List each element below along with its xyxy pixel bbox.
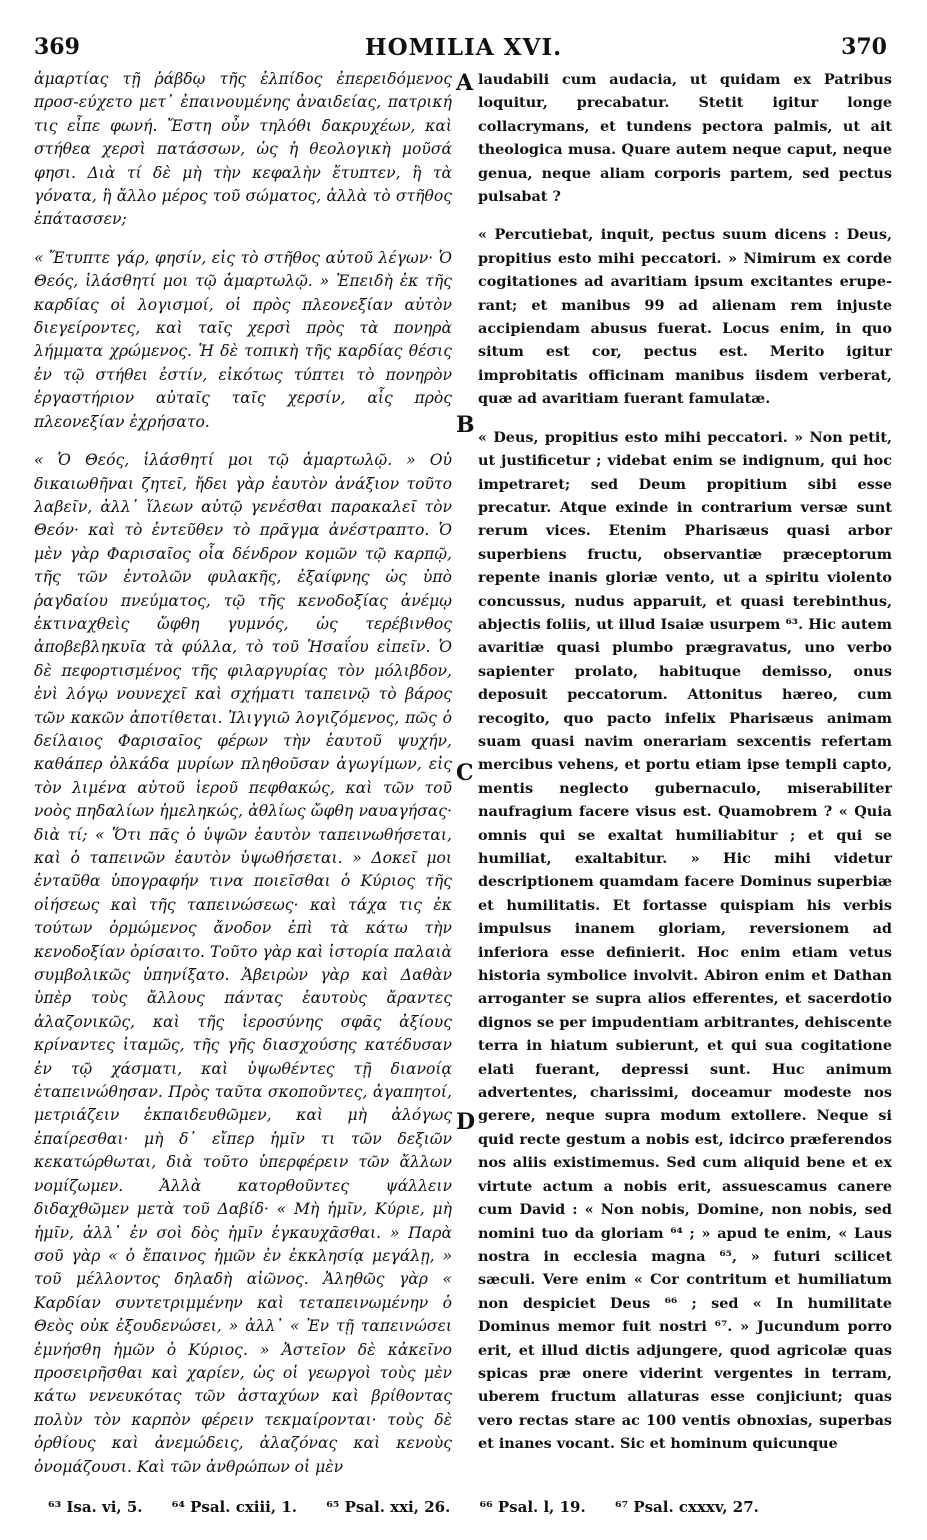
latin-paragraph-3: « Deus, propitius esto mihi peccatori. » Non petit, ut justificetur ; videbat enim se indignum, qui hoc impetraret; sed Deum propitium sibi esse precatur. Atque exinde in contrarium versæ sunt rerum vices. Etenim Pharisæus quasi arbor superbiens fructu, observantiæ præceptorum repente inanis gloriæ vento, ut a spiritu violento concussus, nudus apparuit, et quasi terebinthus, abjectis foliis, ut illud Isaiæ usurpem ⁶³. Hic autem avaritiæ quasi plumbo prægravatus, uno verbo sapienter prolato, habituque demisso, onus deposuit peccatorum. Attonitus hæreo, cum recogito, quo pacto infelix Pharisæus animam suam quasi navim onerariam sexcentis refertam mercibus vehens, et portu etiam ipse templi capto, mentis neglecto gubernaculo, miserabiliter naufragium facere visus est. Quamobrem ? « Quia omnis qui se exaltat humiliabitur ; et qui se humiliat, exaltabitur. » Hic mihi videtur descriptionem quamdam facere Dominus superbiæ et humilitatis. Et fortasse quispiam his verbis impulsus inanem gloriam, reversionem ad inferiora esse definierit. Hoc enim etiam vetus historia symbolice involvit. Abiron enim et Dathan arroganter se supra alios efferentes, et sacerdotio dignos se per impudentiam arbitrantes, dehiscente terra in hiatum subierunt, et qui sua cogitatione elati fuerant, depressi sunt. Huc animum advertentes, charissimi, doceamur modeste nos gerere, neque supra modum extollere. Neque si quid recte gestum a nobis est, idcirco præferendos nos aliis existimemus. Sed cum aliquid bene et ex virtute actum a nobis erit, assuescamus canere cum David : « Non nobis, Domine, non nobis, sed nomini tuo da gloriam ⁶⁴ ; » apud te enim, « Laus nostra in ecclesia magna ⁶⁵, » futuri scilicet sæculi. Vere enim « Cor contritum et humiliatum non despiciet Deus ⁶⁶ ; sed « In humilitate Dominus memor fuit nostri ⁶⁷. » Jucundum porro erit, et illud dictis adjungere, quod agricolæ quas spicas præ onere viderint vergentes in terram, uberem fructum allaturas esse conjiciunt; quas vero rectas stare ac 100 ventis obnoxias, superbas et inanes vocant. Sic et hominum quicunque <box>478 428 892 1453</box>
greek-paragraph-2: « Ἔτυπτε γάρ, φησίν, εἰς τὸ στῆθος αὐτοῦ λέγων· Ὁ Θεός, ἱλάσθητί μοι τῷ ἁμαρτωλῷ. » Ἐπειδὴ ἐκ τῆς καρδίας οἱ λογισμοί, οἱ πρὸς πλεονεξίαν αὐτὸν διεγείροντες, καὶ ταῖς χερσὶ πρὸς τὰ πονηρὰ λήμματα χρώμενος. Ἡ δὲ τοπικὴ τῆς καρδίας θέσις ἐν τῷ στήθει ἐστίν, εἰκότως τύπτει τὸ πονηρὸν ἐργαστήριον αὐταῖς ταῖς χερσίν, αἷς πρὸς πλεονεξίαν ἐχρήσατο. <box>34 248 452 431</box>
margin-marker-c: C <box>456 760 474 786</box>
page-number-left: 369 <box>34 34 80 60</box>
margin-marker-a: A <box>456 70 474 96</box>
margin-marker-b: B <box>456 412 475 438</box>
footnote-66: ⁶⁶ Psal. l, 19. <box>479 1498 586 1516</box>
page-number-right: 370 <box>841 34 887 60</box>
latin-column <box>478 68 892 1456</box>
page-title: HOMILIA XVI. <box>364 34 563 61</box>
footnote-67: ⁶⁷ Psal. cxxxv, 27. <box>614 1498 759 1516</box>
page-header <box>0 32 927 62</box>
margin-marker-d: D <box>456 1109 476 1135</box>
footnote-64: ⁶⁴ Psal. cxiii, 1. <box>171 1498 297 1516</box>
greek-column <box>34 68 452 1479</box>
greek-paragraph-1: ἁμαρτίας τῇ ῥάβδῳ τῆς ἐλπίδος ἐπερειδόμενος προσ-εύχετο μετ᾽ ἐπαινουμένης ἀναιδείας, πατρική τις εἶπε φωνή. Ἔστη οὖν τηλόθι δακρυχέων, καὶ στήθεα χερσὶ πατάσσων, ὡς ἡ θεολογικὴ μοῦσά φησι. Διὰ τί δὲ μὴ τὴν κεφαλὴν ἔτυπτεν, ἢ τὰ γόνατα, ἢ ἄλλο μέρος τοῦ σώματος, ἀλλὰ τὸ στῆθος ἐπάτασσεν; <box>34 70 452 229</box>
greek-paragraph-3: « Ὁ Θεός, ἱλάσθητί μοι τῷ ἁμαρτωλῷ. » Οὐ δικαιωθῆναι ζητεῖ, ἤδει γὰρ ἑαυτὸν ἀνάξιον τοῦτο λαβεῖν, ἀλλ᾽ ἵλεων αὐτῷ γενέσθαι παρακαλεῖ τὸν Θεόν· καὶ τὸ ἐντεῦθεν τὸ πρᾶγμα ἀνέστραπτο. Ὁ μὲν γὰρ Φαρισαῖος οἷα δένδρον κομῶν τῷ καρπῷ, τῆς τῶν ἐντολῶν φυλακῆς, ἐξαίφνης ὡς ὑπὸ ῥαγδαίου πνεύματος, τῷ τῆς κενοδοξίας ἀνέμῳ ἐκτιναχθεὶς ὤφθη γυμνός, ὡς τερέβινθος ἀποβεβληκυῖα τὰ φύλλα, τὸ τοῦ Ἡσαΐου εἰπεῖν. Ὁ δὲ πεφορτισμένος τῆς φιλαργυρίας τὸν μόλιβδον, ἑνὶ λόγῳ νουνεχεῖ καὶ σχήματι ταπεινῷ τὸ βάρος τῶν κακῶν ἀποτίθεται. Ἰλιγγιῶ λογιζόμενος, πῶς ὁ δείλαιος Φαρισαῖος φέρων τὴν ἑαυτοῦ ψυχήν, καθάπερ ὁλκάδα μυρίων πληθοῦσαν ἀγωγίμων, εἰς τὸν λιμένα αὐτοῦ ἱεροῦ πεφθακώς, καὶ τῶν τοῦ νοὸς πηδαλίων ἠμεληκώς, ἀθλίως ὤφθη ναυαγήσας· διὰ τί; « Ὅτι πᾶς ὁ ὑψῶν ἑαυτὸν ταπεινωθήσεται, καὶ ὁ ταπεινῶν ἑαυτὸν ὑψωθήσεται. » Δοκεῖ μοι ἐνταῦθα ὑπογραφήν τινα ποιεῖσθαι ὁ Κύριος τῆς οἰήσεως καὶ τῆς ταπεινώσεως· καὶ τάχα τις ἐκ τούτων ὁρμώμενος ἄνοδον ἐπὶ τὰ κάτω τὴν κενοδοξίαν ὁρίσαιτο. Τοῦτο γὰρ καὶ ἱστορία παλαιὰ συμβολικῶς ὑπηνίξατο. Ἀβειρὼν γὰρ καὶ Δαθὰν ὑπὲρ τοὺς ἄλλους πάντας ἑαυτοὺς ἄραντες ἀλαζονικῶς, καὶ τῆς ἱεροσύνης σφᾶς ἀξίους κρίναντες ἰταμῶς, τῆς γῆς διασχούσης κατέδυσαν ἐν τῷ χάσματι, καὶ ὑψωθέντες τῇ διανοίᾳ ἐταπεινώθησαν. Πρὸς ταῦτα σκοποῦντες, ἀγαπητοί, μετριάζειν ἐκπαιδευθῶμεν, καὶ μὴ ἀλόγως ἐπαίρεσθαι· μὴ δ᾽ εἴπερ ἡμῖν τι τῶν δεξιῶν κεκατώρθωται, διὰ τοῦτο ὑπερφέρειν τῶν ἄλλων νομίζωμεν. Ἀλλὰ κατορθοῦντες ψάλλειν διδαχθῶμεν μετὰ τοῦ Δαβίδ· « Μὴ ἡμῖν, Κύριε, μὴ ἡμῖν, ἀλλ᾽ ἐν σοὶ δὸς ἡμῖν ἐγκαυχᾶσθαι. » Παρὰ σοῦ γὰρ « ὁ ἔπαινος ἡμῶν ἐν ἐκκλησίᾳ μεγάλῃ, » τοῦ μέλλοντος δηλαδὴ αἰῶνος. Ἀληθῶς γὰρ « Καρδίαν συντετριμμένην καὶ τεταπεινωμένην ὁ Θεὸς οὐκ ἐξουδενώσει, » ἀλλ᾽ « Ἐν τῇ ταπεινώσει ἐμνήσθη ἡμῶν ὁ Κύριος. » Ἀστεῖον δὲ κἀκεῖνο προσειρῆσθαι καὶ χαρίεν, ὡς οἱ γεωργοὶ τοὺς μὲν κάτω νενευκότας τῶν ἀσταχύων καὶ βρίθοντας πολὺν τὸν καρπὸν φέρειν τεκμαίρονται· τοὺς δὲ ὀρθίους καὶ ἀνεμώδεις, ἀλαζόνας καὶ κενοὺς ὀνομάζουσι. Καὶ τῶν ἀνθρώπων οἱ μὲν <box>34 451 452 1476</box>
footnotes <box>48 1498 908 1516</box>
latin-paragraph-1: laudabili cum audacia, ut quidam ex Patribus loquitur, precabatur. Stetit igitur longe collacrymans, et tundens pectora palmis, ut ait theologica musa. Quare autem neque caput, neque genua, neque aliam corporis partem, sed pectus pulsabat ? <box>478 71 892 206</box>
footnote-63: ⁶³ Isa. vi, 5. <box>48 1498 143 1516</box>
footnote-65: ⁶⁵ Psal. xxi, 26. <box>326 1498 451 1516</box>
latin-paragraph-2: « Percutiebat, inquit, pectus suum dicens : Deus, propitius esto mihi peccatori. » Nimirum ex corde cogitationes ad avaritiam ipsum excitantes erupe- rant; et manibus 99 ad alienam rem injuste accipiendam abusus fuerat. Locus enim, in quo situm est cor, pectus est. Merito igitur improbitatis officinam manibus iisdem verberat, quæ ad avaritiam fuerant famulatæ. <box>478 226 892 408</box>
